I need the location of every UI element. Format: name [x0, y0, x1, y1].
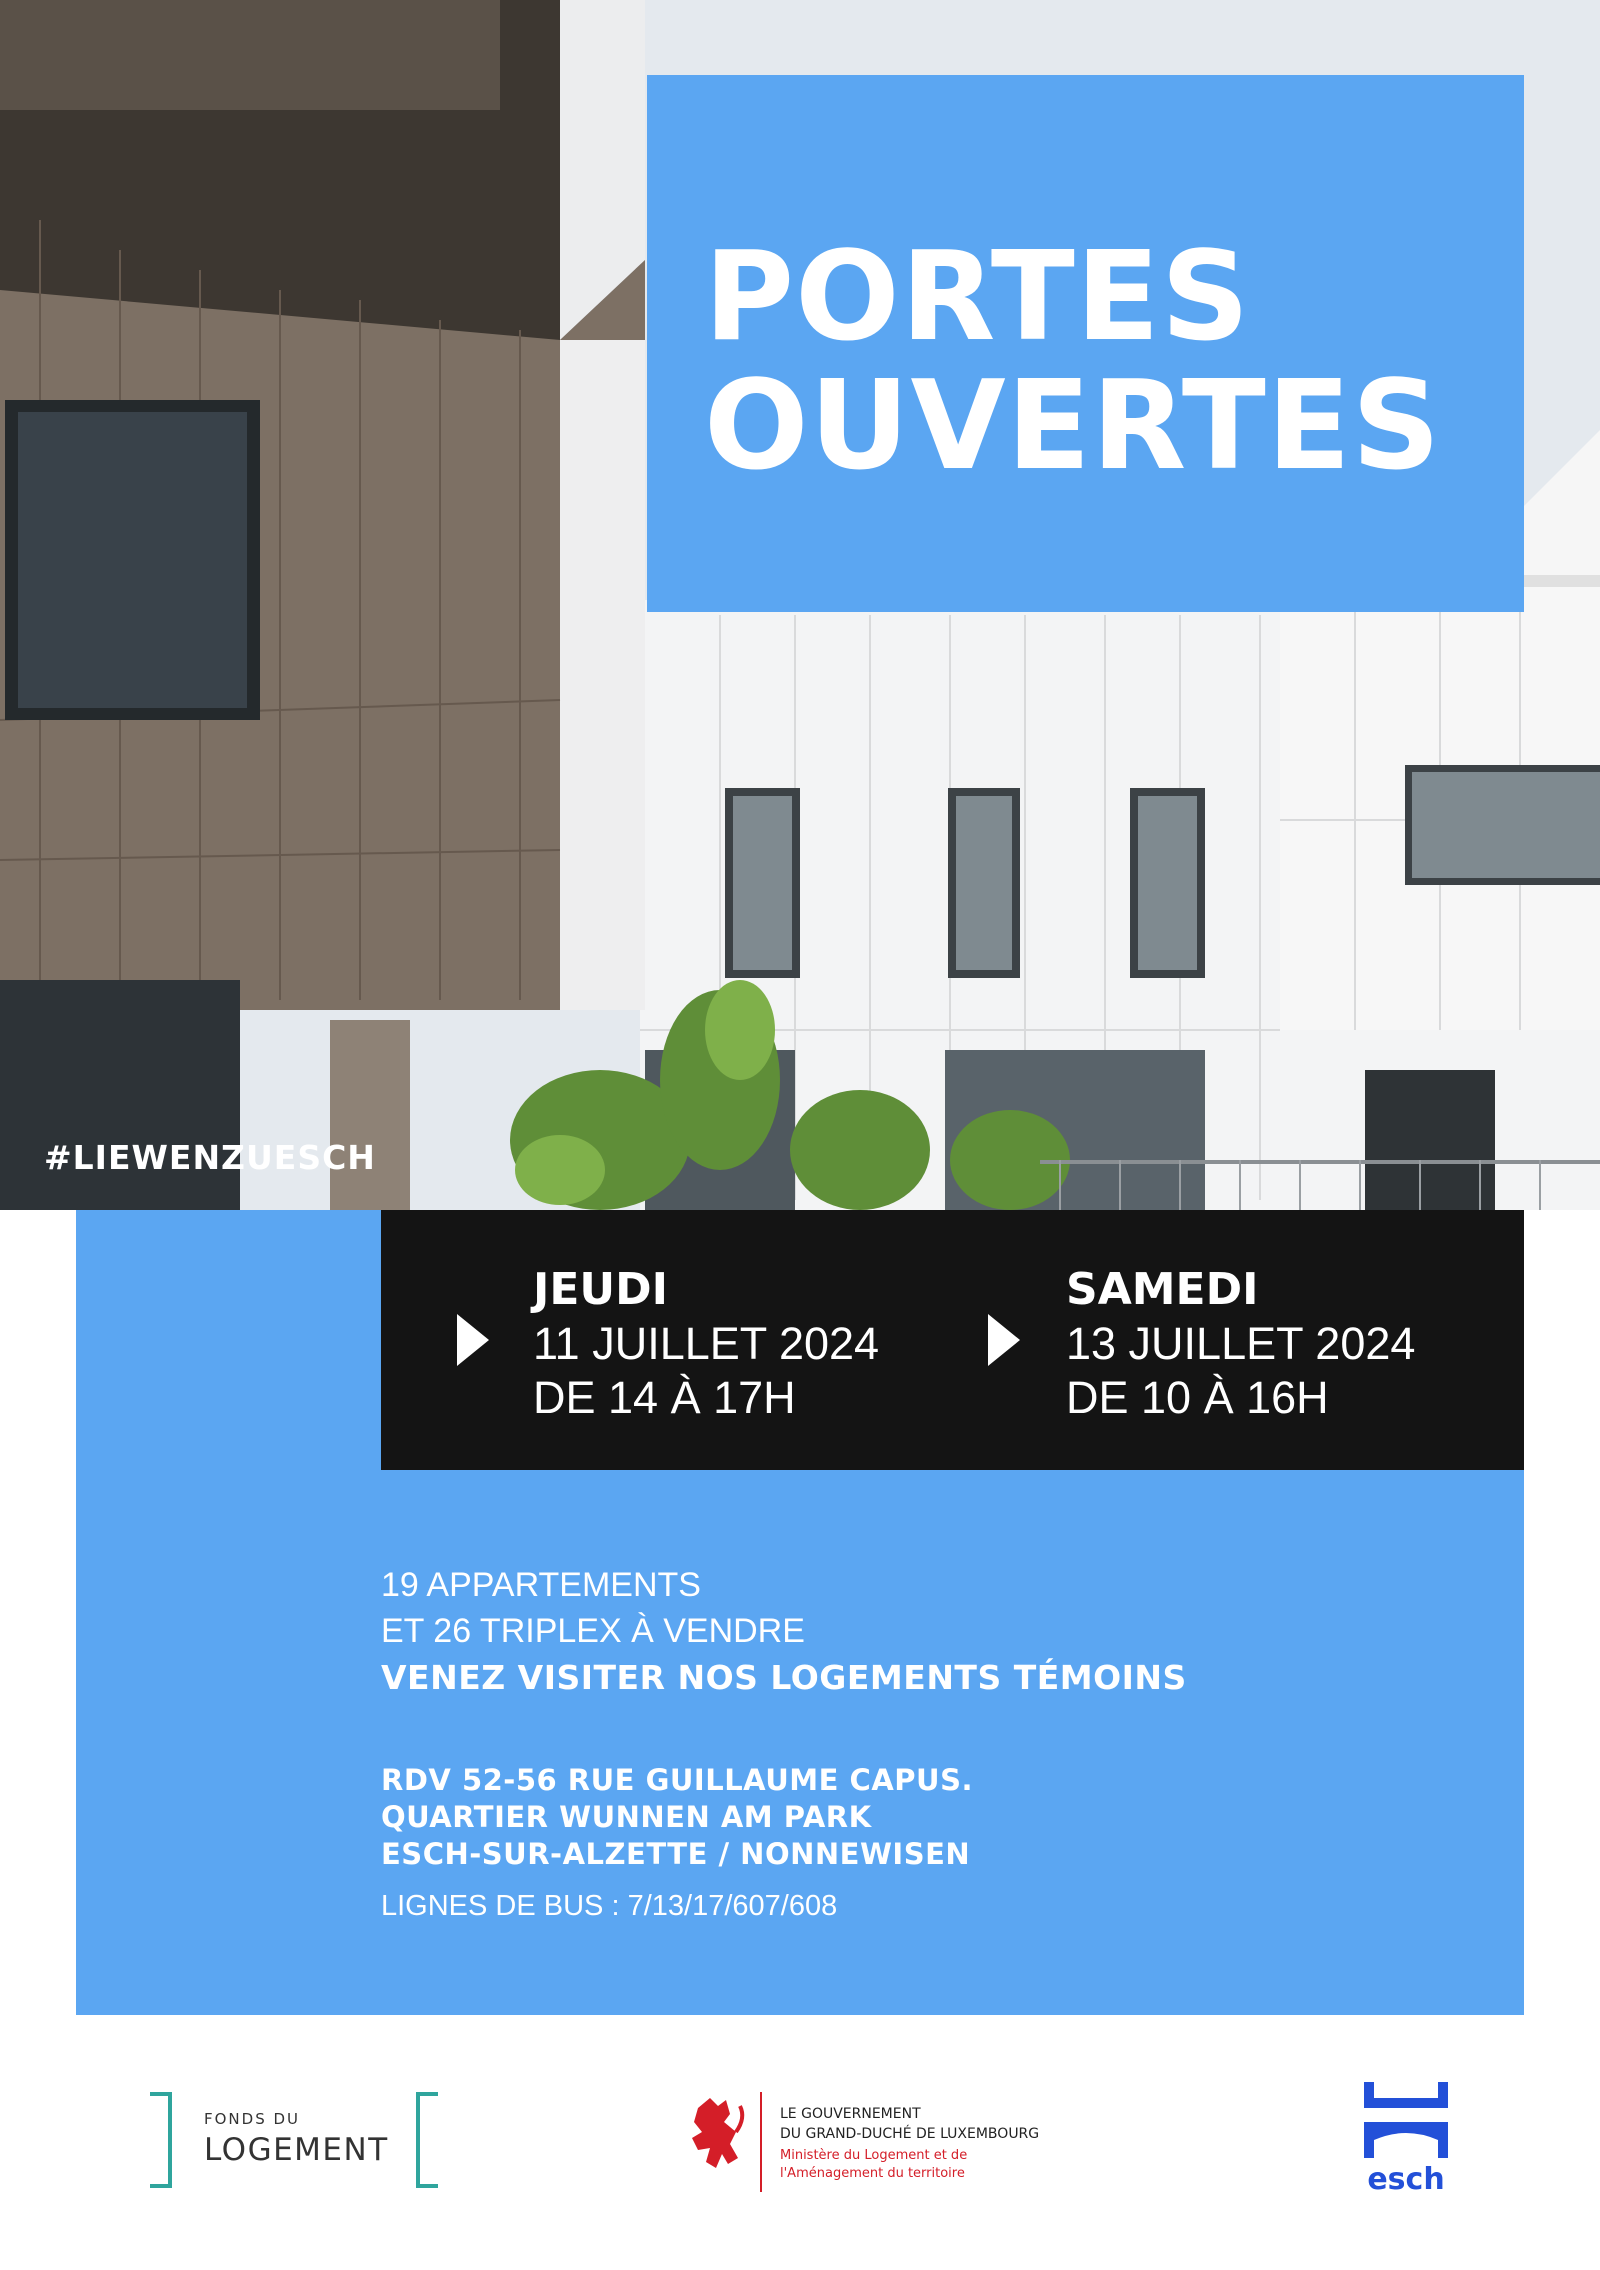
info-triplex: ET 26 TRIPLEX À VENDRE	[381, 1612, 805, 1650]
fonds-logo-small-text: FONDS DU	[204, 2110, 301, 2128]
play-arrow-icon	[457, 1314, 489, 1366]
logo-divider	[760, 2092, 762, 2192]
bus-lines: LIGNES DE BUS : 7/13/17/607/608	[381, 1890, 838, 1922]
date-block-saturday	[1066, 1263, 1415, 1425]
date-day: JEUDI	[533, 1264, 669, 1315]
address-line-1: RDV 52-56 RUE GUILLAUME CAPUS.	[381, 1763, 973, 1797]
fonds-logo-big-text: LOGEMENT	[204, 2132, 389, 2168]
fonds-du-logement-logo	[150, 2092, 440, 2188]
date-block-thursday	[533, 1263, 879, 1425]
gov-text-2: DU GRAND-DUCHÉ DE LUXEMBOURG	[780, 2126, 1040, 2142]
address-line-2: QUARTIER WUNNEN AM PARK	[381, 1800, 872, 1834]
esch-logo	[1360, 2082, 1452, 2202]
ministry-text-2: l'Aménagement du territoire	[780, 2166, 965, 2181]
date-hours: DE 14 À 17H	[533, 1372, 796, 1423]
info-highlight: VENEZ VISITER NOS LOGEMENTS TÉMOINS	[381, 1658, 1187, 1697]
date-date: 13 JUILLET 2024	[1066, 1318, 1416, 1369]
gov-text-1: LE GOUVERNEMENT	[780, 2106, 921, 2122]
ministry-text-1: Ministère du Logement et de	[780, 2148, 968, 2163]
date-hours: DE 10 À 16H	[1066, 1372, 1329, 1423]
bracket-left-icon	[150, 2092, 172, 2188]
hashtag: #LIEWENZUESCH	[44, 1138, 376, 1177]
bracket-right-icon	[416, 2092, 438, 2188]
play-arrow-icon	[988, 1314, 1020, 1366]
government-logo	[680, 2088, 1100, 2198]
esch-mark-icon	[1360, 2082, 1452, 2162]
date-date: 11 JUILLET 2024	[533, 1318, 880, 1369]
esch-wordmark: esch	[1367, 2162, 1445, 2197]
address-line-3: ESCH-SUR-ALZETTE / NONNEWISEN	[381, 1837, 971, 1871]
poster-title-line-2: OUVERTES	[704, 355, 1442, 498]
poster-title-line-1: PORTES	[704, 226, 1251, 369]
red-lion-icon	[680, 2088, 750, 2188]
info-apartments: 19 APPARTEMENTS	[381, 1566, 701, 1604]
date-day: SAMEDI	[1066, 1264, 1259, 1315]
